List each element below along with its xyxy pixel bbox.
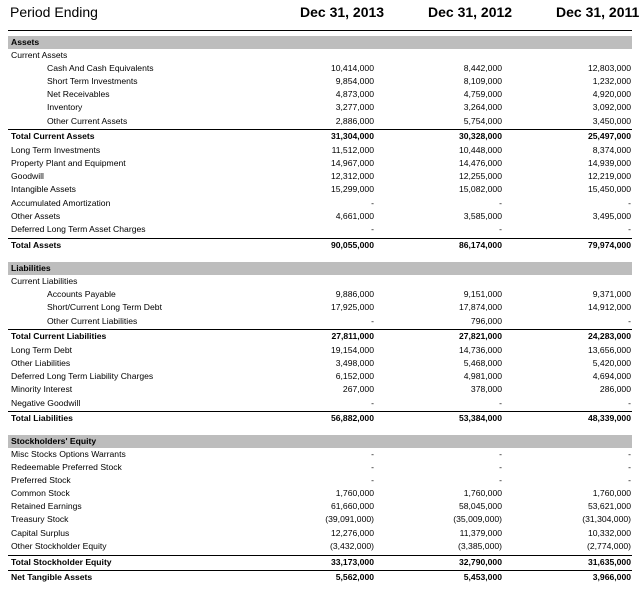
section-header [8, 262, 632, 275]
row-value: 3,585,000 [463, 211, 502, 221]
row-value: 5,420,000 [592, 358, 631, 368]
row-value: - [499, 198, 502, 208]
row-value: - [499, 462, 502, 472]
row-value: 5,562,000 [335, 572, 374, 582]
row-label: Liabilities [11, 263, 51, 273]
table-row [0, 301, 640, 314]
row-value: 53,621,000 [587, 501, 631, 511]
row-value: 15,450,000 [587, 184, 631, 194]
table-row [0, 540, 640, 553]
row-value: 9,371,000 [592, 289, 631, 299]
row-value: 12,803,000 [587, 63, 631, 73]
row-value: 58,045,000 [458, 501, 502, 511]
table-row [0, 412, 640, 425]
table-row [0, 157, 640, 170]
header-rule [8, 30, 632, 31]
row-label: Intangible Assets [11, 184, 76, 194]
table-row [0, 500, 640, 513]
row-value: - [371, 398, 374, 408]
table-row [0, 357, 640, 370]
table-row [0, 461, 640, 474]
row-label: Net Tangible Assets [11, 572, 93, 582]
row-value: 30,328,000 [458, 131, 502, 141]
row-value: - [371, 475, 374, 485]
row-value: 267,000 [342, 384, 374, 394]
row-value: 9,854,000 [335, 76, 374, 86]
row-label: Minority Interest [11, 384, 73, 394]
row-value: - [371, 449, 374, 459]
header-row [0, 0, 640, 26]
row-label: Accounts Payable [47, 289, 116, 299]
table-row [0, 101, 640, 114]
table-row [0, 397, 640, 410]
period-ending-label: Period Ending [10, 4, 98, 20]
row-label: Other Stockholder Equity [11, 541, 107, 551]
row-value: 3,092,000 [592, 102, 631, 112]
row-label: Inventory [47, 102, 83, 112]
row-label: Stockholders' Equity [11, 436, 97, 446]
row-value: 2,886,000 [335, 116, 374, 126]
row-label: Common Stock [11, 488, 70, 498]
row-value: 3,495,000 [592, 211, 631, 221]
table-row [0, 571, 640, 584]
row-value: 79,974,000 [587, 240, 631, 250]
row-value: - [628, 198, 631, 208]
table-row [0, 275, 640, 288]
row-value: 48,339,000 [587, 413, 631, 423]
section-header [8, 36, 632, 49]
row-value: 10,448,000 [458, 145, 502, 155]
row-value: 9,151,000 [463, 289, 502, 299]
row-value: 1,760,000 [463, 488, 502, 498]
row-label: Treasury Stock [11, 514, 69, 524]
row-value: 61,660,000 [330, 501, 374, 511]
row-value: 1,760,000 [592, 488, 631, 498]
row-value: 15,299,000 [330, 184, 374, 194]
row-value: 14,476,000 [458, 158, 502, 168]
row-value: 796,000 [470, 316, 502, 326]
row-value: (3,385,000) [458, 541, 502, 551]
row-value: 24,283,000 [587, 331, 631, 341]
row-value: 27,821,000 [458, 331, 502, 341]
row-label: Capital Surplus [11, 528, 70, 538]
row-label: Other Liabilities [11, 358, 71, 368]
row-value: 31,304,000 [330, 131, 374, 141]
row-value: 3,450,000 [592, 116, 631, 126]
table-row [0, 239, 640, 252]
row-value: 19,154,000 [330, 345, 374, 355]
row-value: 15,082,000 [458, 184, 502, 194]
row-label: Total Current Assets [11, 131, 95, 141]
table-row [0, 62, 640, 75]
row-value: 10,332,000 [587, 528, 631, 538]
row-label: Total Liabilities [11, 413, 73, 423]
row-label: Total Stockholder Equity [11, 557, 112, 567]
row-value: - [499, 475, 502, 485]
row-value: 5,453,000 [463, 572, 502, 582]
table-row [0, 513, 640, 526]
table-row [0, 144, 640, 157]
row-label: Long Term Investments [11, 145, 101, 155]
row-value: 14,967,000 [330, 158, 374, 168]
table-row [0, 115, 640, 128]
table-row [0, 88, 640, 101]
row-label: Short/Current Long Term Debt [47, 302, 162, 312]
row-value: 8,374,000 [592, 145, 631, 155]
row-value: 25,497,000 [587, 131, 631, 141]
table-row [0, 130, 640, 143]
row-value: - [499, 224, 502, 234]
row-value: 8,442,000 [463, 63, 502, 73]
row-value: 12,219,000 [587, 171, 631, 181]
row-value: - [628, 398, 631, 408]
row-label: Other Assets [11, 211, 61, 221]
row-value: 1,232,000 [592, 76, 631, 86]
row-value: 12,276,000 [330, 528, 374, 538]
row-value: 4,920,000 [592, 89, 631, 99]
row-value: - [371, 198, 374, 208]
row-label: Deferred Long Term Liability Charges [11, 371, 154, 381]
row-value: 53,384,000 [458, 413, 502, 423]
row-value: 9,886,000 [335, 289, 374, 299]
row-value: 14,939,000 [587, 158, 631, 168]
row-label: Accumulated Amortization [11, 198, 111, 208]
row-value: 56,882,000 [330, 413, 374, 423]
row-value: 12,312,000 [330, 171, 374, 181]
row-value: 5,754,000 [463, 116, 502, 126]
table-row [0, 487, 640, 500]
section-header [8, 435, 632, 448]
row-label: Goodwill [11, 171, 44, 181]
row-value: 27,811,000 [331, 331, 374, 341]
row-value: 8,109,000 [463, 76, 502, 86]
row-value: 33,173,000 [330, 557, 374, 567]
row-value: 3,264,000 [463, 102, 502, 112]
row-label: Total Current Liabilities [11, 331, 107, 341]
row-value: 3,277,000 [335, 102, 374, 112]
table-row [0, 344, 640, 357]
row-value: 5,468,000 [463, 358, 502, 368]
row-value: 17,874,000 [458, 302, 502, 312]
row-label: Assets [11, 37, 40, 47]
row-label: Total Assets [11, 240, 62, 250]
row-value: 3,966,000 [592, 572, 631, 582]
row-value: 14,912,000 [587, 302, 631, 312]
row-label: Net Receivables [47, 89, 110, 99]
row-value: 86,174,000 [458, 240, 502, 250]
table-row [0, 210, 640, 223]
table-row [0, 183, 640, 196]
row-label: Preferred Stock [11, 475, 71, 485]
row-value: 14,736,000 [458, 345, 502, 355]
table-row [0, 330, 640, 343]
row-value: - [499, 398, 502, 408]
row-label: Negative Goodwill [11, 398, 81, 408]
row-value: (39,091,000) [325, 514, 374, 524]
row-label: Long Term Debt [11, 345, 72, 355]
row-value: 11,379,000 [459, 528, 502, 538]
row-value: 378,000 [470, 384, 502, 394]
row-label: Current Liabilities [11, 276, 78, 286]
row-value: 4,981,000 [463, 371, 502, 381]
row-value: - [628, 316, 631, 326]
table-row [0, 288, 640, 301]
row-value: 4,873,000 [335, 89, 374, 99]
row-value: - [371, 316, 374, 326]
row-value: 4,759,000 [463, 89, 502, 99]
column-header-2013: Dec 31, 2013 [300, 4, 385, 20]
row-value: - [628, 449, 631, 459]
row-value: (3,432,000) [330, 541, 374, 551]
column-header-2011: Dec 31, 2011 [556, 4, 640, 20]
row-label: Other Current Liabilities [47, 316, 138, 326]
row-value: 4,661,000 [335, 211, 374, 221]
row-value: - [371, 224, 374, 234]
row-label: Misc Stocks Options Warrants [11, 449, 126, 459]
row-value: 11,512,000 [331, 145, 374, 155]
table-row [0, 527, 640, 540]
table-row [0, 474, 640, 487]
row-value: - [371, 462, 374, 472]
table-row [0, 315, 640, 328]
table-row [0, 448, 640, 461]
row-value: 1,760,000 [335, 488, 374, 498]
table-row [0, 556, 640, 569]
row-value: (2,774,000) [587, 541, 631, 551]
row-label: Retained Earnings [11, 501, 82, 511]
row-value: 32,790,000 [458, 557, 502, 567]
row-label: Property Plant and Equipment [11, 158, 126, 168]
row-value: 10,414,000 [330, 63, 374, 73]
row-value: (31,304,000) [582, 514, 631, 524]
table-row [0, 75, 640, 88]
row-label: Cash And Cash Equivalents [47, 63, 154, 73]
row-value: - [628, 475, 631, 485]
row-value: 90,055,000 [330, 240, 374, 250]
row-label: Deferred Long Term Asset Charges [11, 224, 146, 234]
row-value: 286,000 [599, 384, 631, 394]
table-row [0, 370, 640, 383]
row-value: 3,498,000 [335, 358, 374, 368]
row-label: Redeemable Preferred Stock [11, 462, 122, 472]
row-value: - [628, 224, 631, 234]
row-value: 17,925,000 [330, 302, 374, 312]
column-header-2012: Dec 31, 2012 [428, 4, 513, 20]
row-value: (35,009,000) [453, 514, 502, 524]
table-row [0, 197, 640, 210]
row-value: 4,694,000 [592, 371, 631, 381]
table-row [0, 49, 640, 62]
row-label: Other Current Assets [47, 116, 128, 126]
row-label: Current Assets [11, 50, 68, 60]
table-row [0, 170, 640, 183]
row-label: Short Term Investments [47, 76, 138, 86]
row-value: - [628, 462, 631, 472]
row-value: 13,656,000 [587, 345, 631, 355]
row-value: 31,635,000 [587, 557, 631, 567]
row-value: 12,255,000 [458, 171, 502, 181]
row-value: - [499, 449, 502, 459]
table-row [0, 223, 640, 236]
row-value: 6,152,000 [335, 371, 374, 381]
table-row [0, 383, 640, 396]
